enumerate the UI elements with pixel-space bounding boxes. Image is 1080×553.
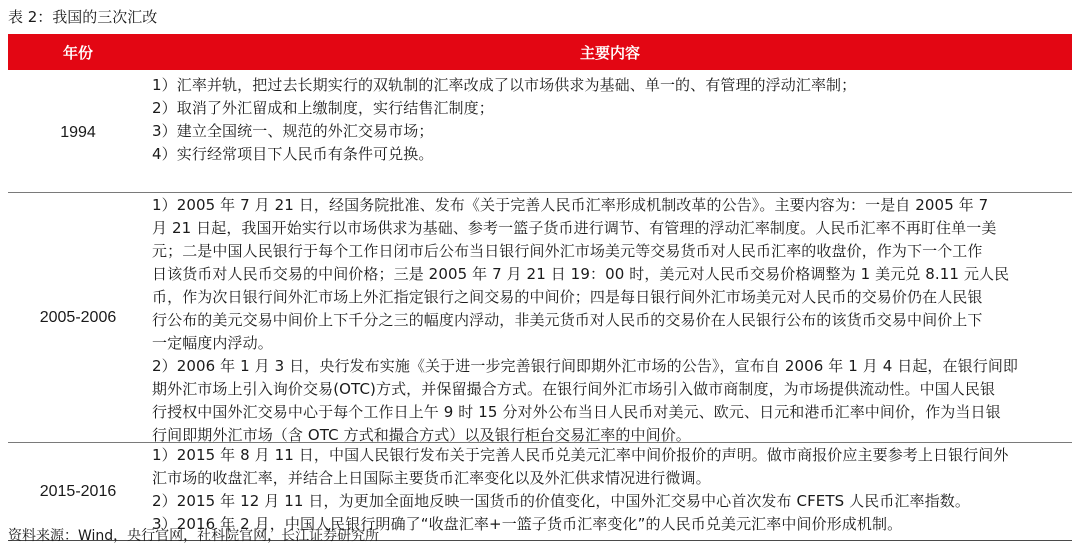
table-row — [8, 70, 1072, 193]
content-line: 日该货币对人民币交易的中间价格；三是 2005 年 7 月 21 日 19：00 时，美元对人民币交易价格调整为 1 美元兑 8.11 元人民 — [152, 265, 1010, 283]
table-header — [8, 34, 1072, 70]
content-line: 元；二是中国人民银行于每个工作日闭市后公布当日银行间外汇市场美元等交易货币对人民币汇率的收盘价，作为下一个工作 — [152, 242, 983, 260]
content-line: 2）2006 年 1 月 3 日，央行发布实施《关于进一步完善银行间即期外汇市场的公告》，宣布自 2006 年 1 月 4 日起，在银行间即 — [152, 357, 1019, 375]
content-cell — [148, 74, 1072, 192]
content-line: 3）建立全国统一、规范的外汇交易市场； — [152, 122, 434, 140]
content-line: 1）2005 年 7 月 21 日，经国务院批准、发布《关于完善人民币汇率形成机制改革的公告》。主要内容为：一是自 2005 年 7 — [152, 196, 989, 214]
content-line: 汇市场的收盘汇率，并结合上日国际主要货币汇率变化以及外汇供求情况进行微调。 — [152, 469, 711, 487]
content-line: 2）2015 年 12 月 11 日，为更加全面地反映一国货币的价值变化，中国外汇交易中心首次发布 CFETS 人民币汇率指数。 — [152, 492, 970, 510]
content-line: 期外汇市场上引入询价交易(OTC)方式，并保留撮合方式。在银行间外汇市场引入做市商制度，为市场提供流动性。中国人民银 — [152, 380, 996, 398]
content-line: 1）汇率并轨，把过去长期实行的双轨制的汇率改成了以市场供求为基础、单一的、有管理的浮动汇率制； — [152, 76, 857, 94]
table-row — [8, 193, 1072, 443]
year-cell: 2015-2016 — [39, 482, 117, 500]
header-content: 主要内容 — [579, 43, 640, 62]
content-line: 2）取消了外汇留成和上缴制度，实行结售汇制度； — [152, 99, 494, 117]
table-caption: 表 2：我国的三次汇改 — [8, 8, 158, 26]
year-cell: 1994 — [60, 124, 96, 141]
content-cell — [148, 193, 1072, 442]
reform-table — [8, 34, 1072, 541]
content-line: 3）2016 年 2 月，中国人民银行明确了“收盘汇率+一篮子货币汇率变化”的人民币兑美元汇率中间价形成机制。 — [152, 515, 903, 533]
content-line: 行间即期外汇市场（含 OTC 方式和撮合方式）以及银行柜台交易汇率的中间价。 — [152, 426, 691, 444]
source-note: 资料来源：Wind，央行官网，社科院官网，长江证券研究所 — [8, 528, 380, 544]
content-line: 4）实行经常项目下人民币有条件可兑换。 — [152, 145, 434, 163]
content-line: 行公布的美元交易中间价上下千分之三的幅度内浮动，非美元货币对人民币的交易价在人民银行公布的该货币交易中间价上下 — [152, 311, 983, 329]
content-line: 月 21 日起，我国开始实行以市场供求为基础、参考一篮子货币进行调节、有管理的浮动汇率制度。人民币汇率不再盯住单一美 — [152, 219, 997, 237]
content-line: 行授权中国外汇交易中心于每个工作日上午 9 时 15 分对外公布当日人民币对美元、欧元、日元和港币汇率中间价，作为当日银 — [152, 403, 1001, 421]
content-line: 币，作为次日银行间外汇市场上外汇指定银行之间交易的中间价；四是每日银行间外汇市场美元对人民币的交易价仍在人民银 — [152, 288, 983, 306]
header-year: 年份 — [62, 43, 93, 62]
content-line: 1）2015 年 8 月 11 日，中国人民银行发布关于完善人民币兑美元汇率中间价报价的声明。做市商报价应主要参考上日银行间外 — [152, 446, 1009, 464]
content-line: 一定幅度内浮动。 — [152, 334, 273, 352]
year-cell: 2005-2006 — [39, 308, 117, 326]
